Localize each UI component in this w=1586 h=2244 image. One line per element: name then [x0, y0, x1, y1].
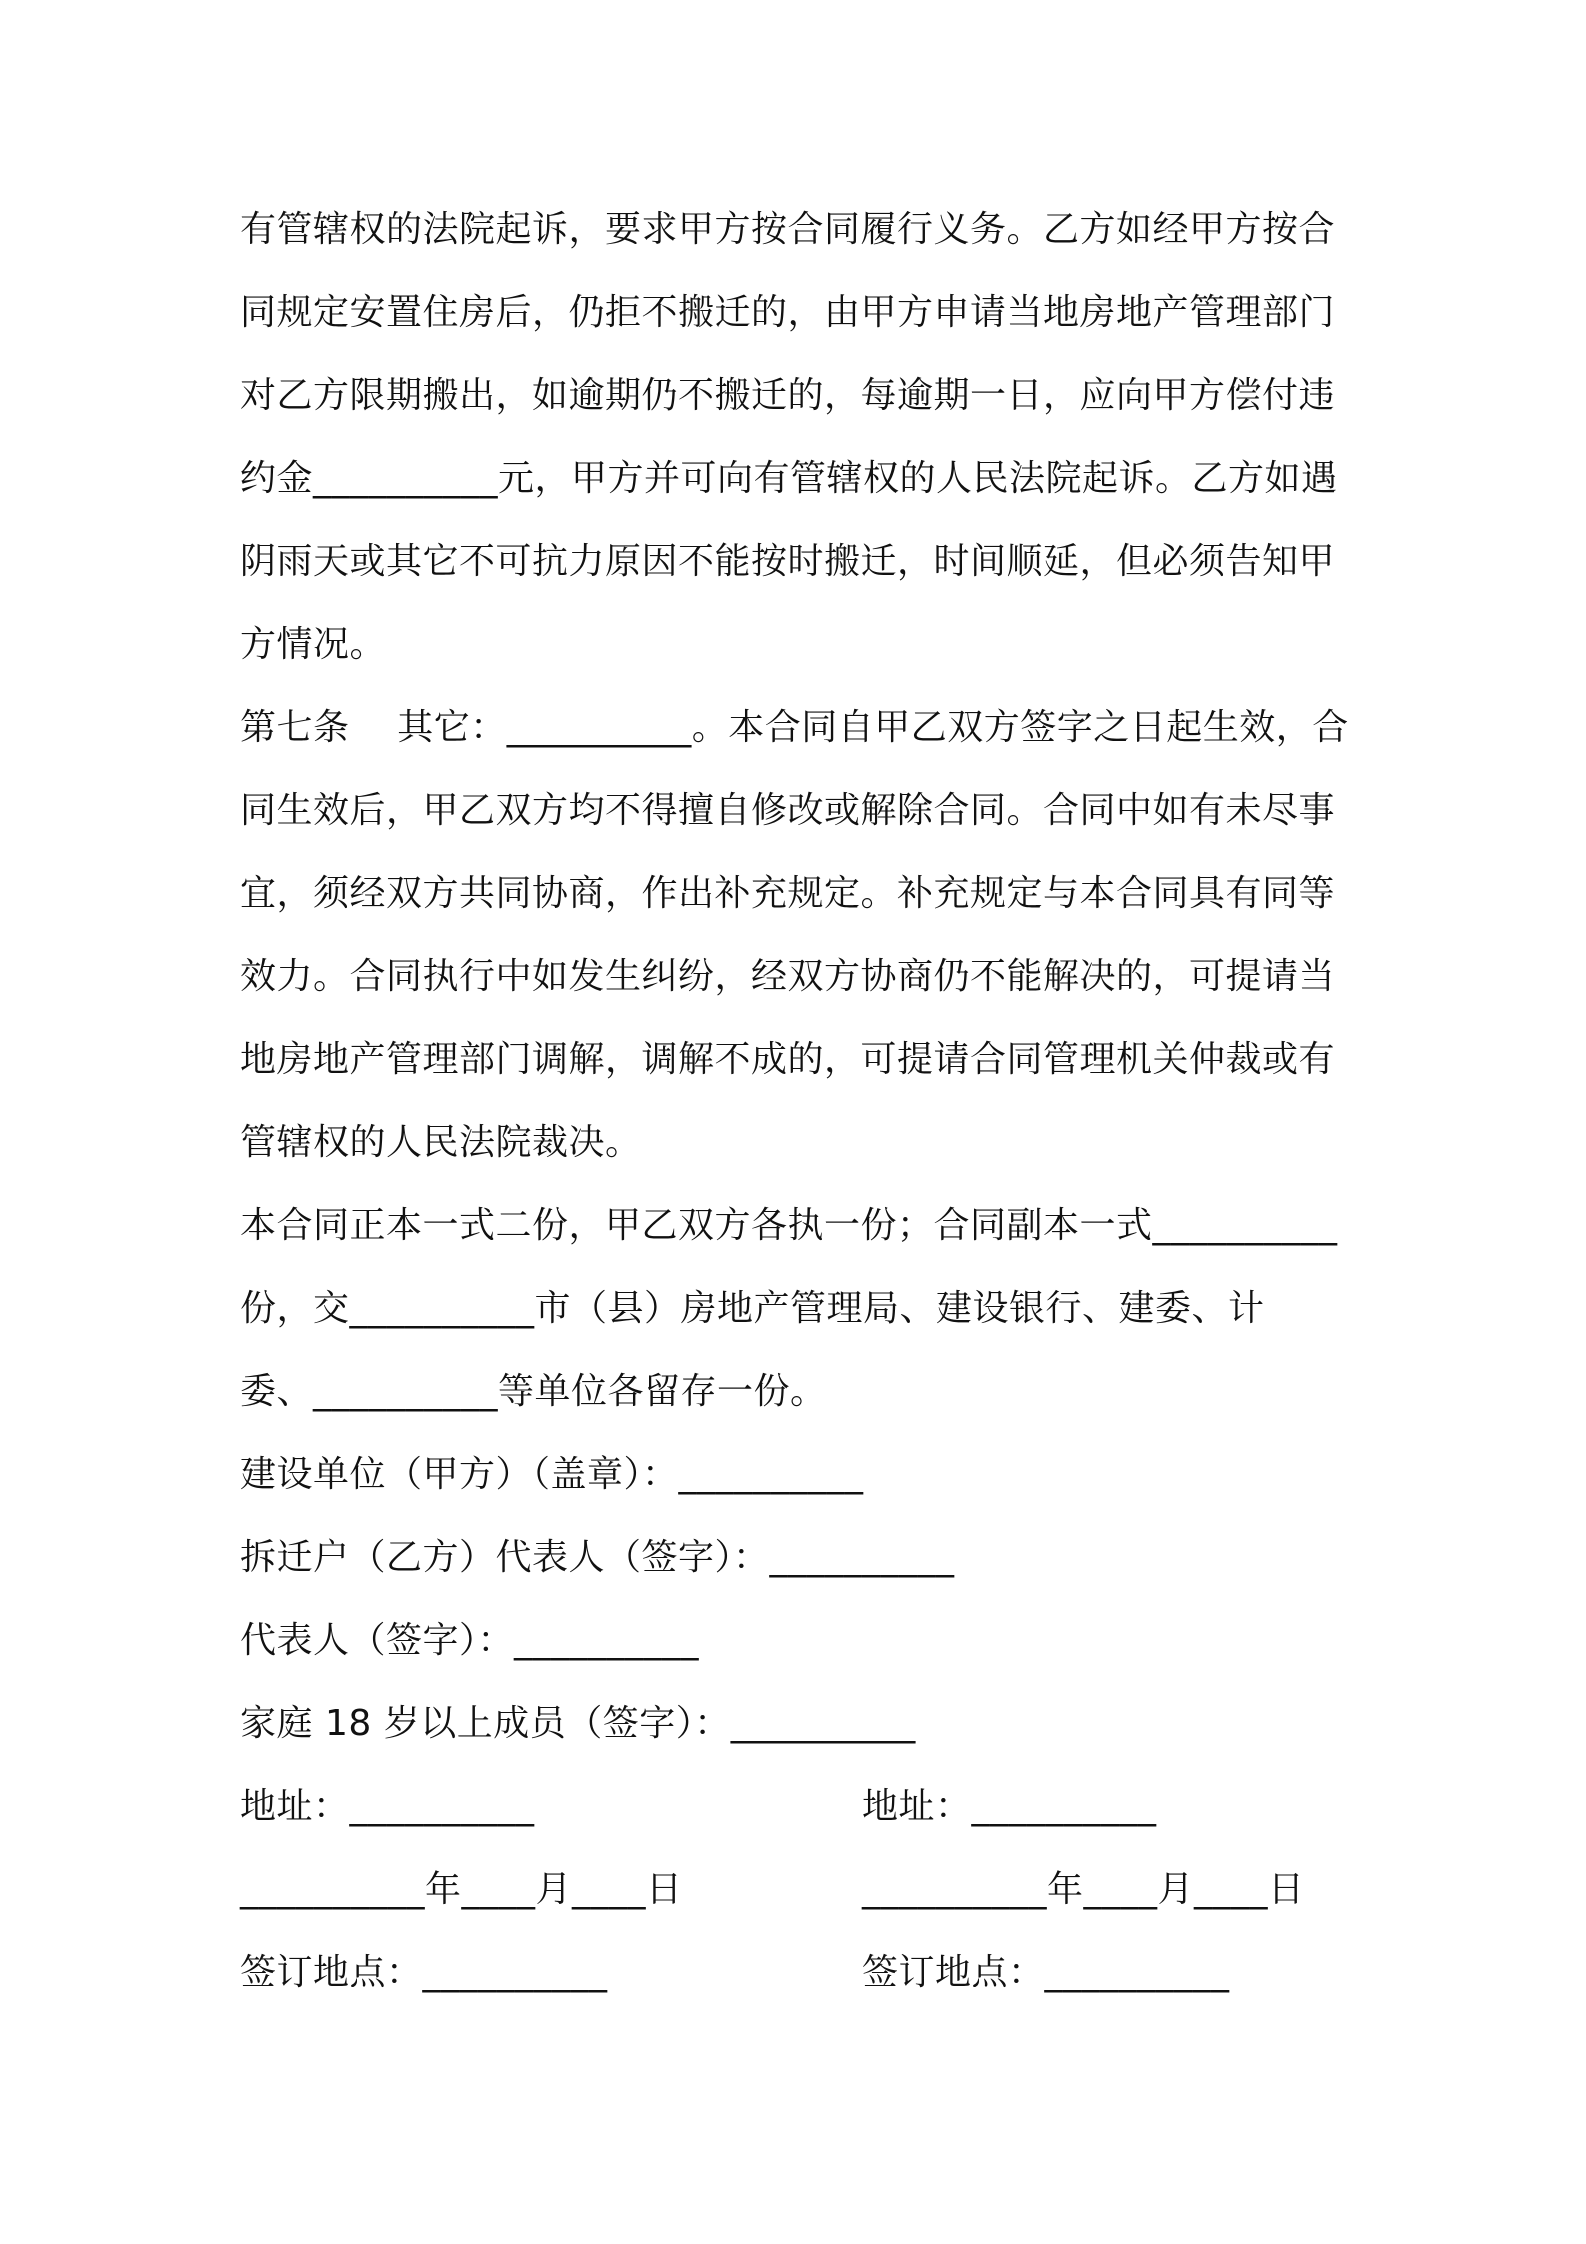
left-date-line: __________年____月____日 [240, 1869, 683, 1910]
left-address-line: 地址：__________ [240, 1786, 535, 1827]
article-7-line: 管辖权的人民法院裁决。 [240, 1122, 642, 1163]
article-7-line: 同生效后，甲乙双方均不得擅自修改或解除合同。合同中如有未尽事 [240, 790, 1336, 831]
left-place-line: 签订地点：__________ [240, 1952, 608, 1993]
copies-clause-line: 委、__________等单位各留存一份。 [240, 1371, 827, 1412]
paragraph-line: 约金__________元，甲方并可向有管辖权的人民法院起诉。乙方如遇 [240, 458, 1338, 499]
article-7-line: 宜，须经双方共同协商，作出补充规定。补充规定与本合同具有同等 [240, 873, 1336, 914]
paragraph-line: 阴雨天或其它不可抗力原因不能按时搬迁，时间顺延，但必须告知甲 [240, 541, 1336, 582]
article-7-line: 效力。合同执行中如发生纠纷，经双方协商仍不能解决的，可提请当 [240, 956, 1336, 997]
right-date-line: __________年____月____日 [862, 1869, 1305, 1910]
paragraph-line: 对乙方限期搬出，如逾期仍不搬迁的，每逾期一日，应向甲方偿付违 [240, 375, 1336, 416]
article-7-line: 第七条 其它：__________。本合同自甲乙双方签字之日起生效，合 [240, 707, 1349, 748]
relocatee-rep-signature-line: 拆迁户（乙方）代表人（签字）：__________ [240, 1537, 955, 1578]
paragraph-line: 有管辖权的法院起诉，要求甲方按合同履行义务。乙方如经甲方按合 [240, 209, 1336, 250]
builder-signature-line: 建设单位（甲方）（盖章）：__________ [240, 1454, 864, 1495]
representative-signature-line: 代表人（签字）：__________ [240, 1620, 700, 1661]
right-address-line: 地址：__________ [862, 1786, 1157, 1827]
right-place-line: 签订地点：__________ [862, 1952, 1230, 1993]
copies-clause-line: 份，交__________市（县）房地产管理局、建设银行、建委、计 [240, 1288, 1265, 1329]
paragraph-line: 同规定安置住房后，仍拒不搬迁的，由甲方申请当地房地产管理部门 [240, 292, 1336, 333]
article-7-line: 地房地产管理部门调解，调解不成的，可提请合同管理机关仲裁或有 [240, 1039, 1336, 1080]
paragraph-line: 方情况。 [240, 624, 387, 665]
family-members-signature-line: 家庭 18 岁以上成员（签字）：__________ [240, 1703, 916, 1744]
copies-clause-line: 本合同正本一式二份，甲乙双方各执一份；合同副本一式__________ [240, 1205, 1338, 1246]
